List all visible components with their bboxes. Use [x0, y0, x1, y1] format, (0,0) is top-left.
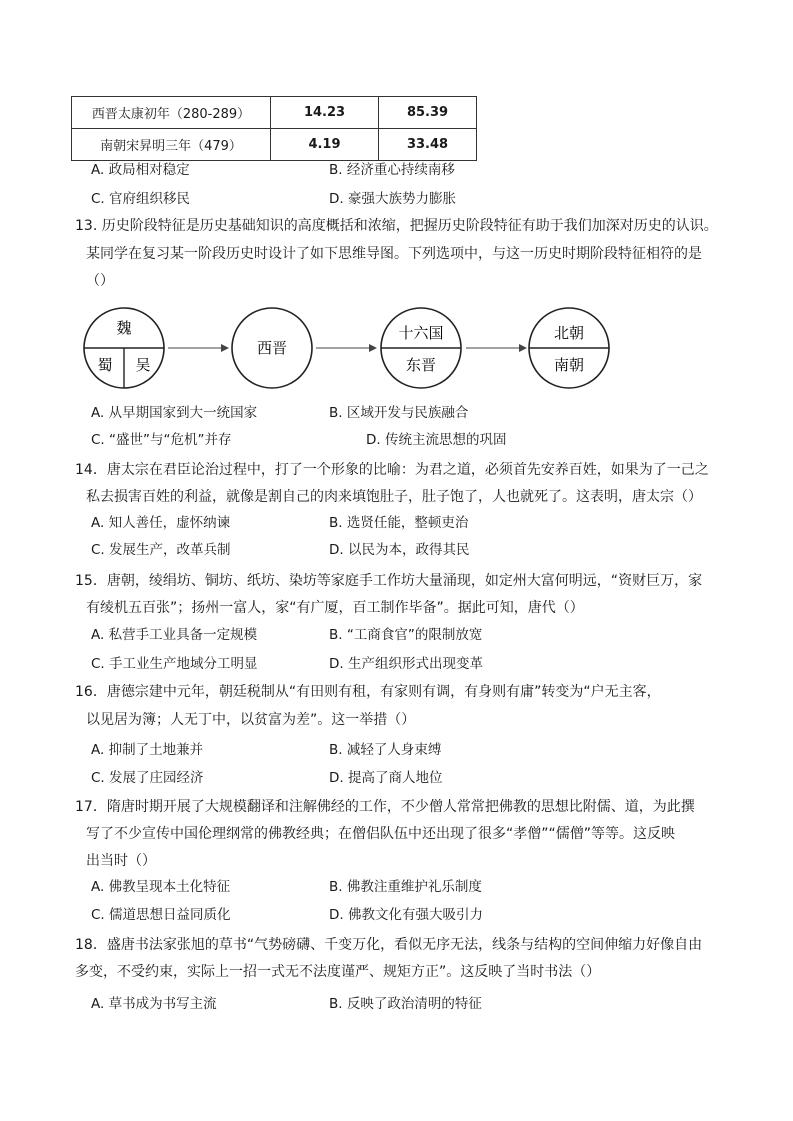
node-sixteen-kingdoms-dongjin [381, 308, 461, 388]
q15-option-c: C. 手工业生产地域分工明显 [91, 656, 258, 672]
q18-stem-line1: 18．盛唐书法家张旭的草书“气势磅礴、千变万化，看似无序无法，线条与结构的空间伸缩力好像自由 [75, 937, 703, 953]
q16-option-b: B. 减轻了人身束缚 [329, 742, 442, 758]
q14-option-c: C. 发展生产，改革兵制 [91, 542, 231, 558]
table-cell: 4.19 [271, 129, 379, 161]
q17-option-c: C. 儒道思想日益同质化 [91, 907, 231, 923]
q17-stem-line1: 17．隋唐时期开展了大规模翻译和注解佛经的工作，不少僧人常常把佛教的思想比附儒、道，为此撰 [75, 799, 695, 815]
q14-option-b: B. 选贤任能，整顿吏治 [329, 515, 469, 531]
q16-stem-line2: 以见居为簿；人无丁中，以贫富为差”。这一举措（） [86, 712, 416, 728]
q14-option-a: A. 知人善任，虚怀纳谏 [91, 515, 231, 531]
node-xijin [232, 308, 312, 388]
q12-option-a: A. 政局相对稳定 [91, 162, 190, 178]
q17-stem-line2: 写了不少宣传中国伦理纲常的佛教经典；在僧侣队伍中还出现了很多“孝僧”“儒僧”等等。这反映 [86, 826, 676, 842]
node-label: 东晋 [405, 356, 437, 374]
q15-option-b: B. “工商食官”的限制放宽 [329, 627, 483, 643]
q12-option-d: D. 豪强大族势力膨胀 [329, 191, 456, 207]
q18-stem-line2: 多变，不受约束，实际上一招一式无不法度谨严、规矩方正”。这反映了当时书法（） [75, 964, 601, 980]
q14-stem-line2: 私去损害百姓的利益，就像是割自己的肉来填饱肚子，肚子饱了，人也就死了。这表明，唐太宗（） [86, 489, 702, 505]
q16-option-c: C. 发展了庄园经济 [91, 770, 204, 786]
q15-option-a: A. 私营手工业具备一定规模 [91, 627, 258, 643]
table-cell: 85.39 [379, 97, 477, 129]
q15-option-d: D. 生产组织形式出现变革 [329, 656, 483, 672]
q13-stem-line1: 13. 历史阶段特征是历史基础知识的高度概括和浓缩，把握历史阶段特征有助于我们加深对历史的认识。 [75, 218, 718, 234]
q16-option-a: A. 抑制了土地兼并 [91, 742, 204, 758]
q13-option-b: B. 区域开发与民族融合 [329, 405, 469, 421]
q17-option-b: B. 佛教注重维护礼乐制度 [329, 879, 482, 895]
table-cell: 33.48 [379, 129, 477, 161]
node-wei-shu-wu [84, 308, 164, 388]
q13-stem-line3: （） [86, 273, 114, 289]
table-cell: 西晋太康初年（280-289） [72, 97, 271, 129]
q12-option-b: B. 经济重心持续南移 [329, 162, 455, 178]
node-label: 十六国 [398, 324, 444, 342]
q18-option-b: B. 反映了政治清明的特征 [329, 996, 482, 1012]
node-label: 吴 [135, 356, 151, 374]
q15-stem-line1: 15．唐朝，绫绢坊、铜坊、纸坊、染坊等家庭手工作坊大量涌现，如定州大富何明远，“资财巨万，家 [75, 573, 703, 589]
q13-option-d: D. 传统主流思想的巩固 [366, 432, 507, 448]
q16-option-d: D. 提高了商人地位 [329, 770, 443, 786]
q15-stem-line2: 有绫机五百张”；扬州一富人，家“有广厦，百工制作毕备”。据此可知，唐代（） [86, 600, 584, 616]
q16-stem-line1: 16．唐德宗建中元年，朝廷税制从“有田则有租，有家则有调，有身则有庸”转变为“户无主客， [75, 684, 661, 700]
q17-option-d: D. 佛教文化有强大吸引力 [329, 907, 483, 923]
node-label: 南朝 [553, 356, 585, 374]
node-label: 蜀 [97, 356, 113, 374]
node-label: 西晋 [256, 339, 288, 357]
node-beichao-nanchao [529, 308, 609, 388]
q13-stem-line2: 某同学在复习某一阶段历史时设计了如下思维导图。下列选项中，与这一历史时期阶段特征相符的是 [86, 246, 702, 262]
q17-stem-line3: 出当时（） [86, 853, 156, 869]
node-label: 魏 [116, 319, 132, 337]
node-label: 北朝 [553, 324, 585, 342]
q12-option-c: C. 官府组织移民 [91, 191, 191, 207]
q14-option-d: D. 以民为本，政得其民 [329, 542, 470, 558]
q14-stem-line1: 14．唐太宗在君臣论治过程中，打了一个形象的比喻：为君之道，必须首先安养百姓，如果为了一己之 [75, 462, 709, 478]
q17-option-a: A. 佛教呈现本土化特征 [91, 879, 231, 895]
q13-option-a: A. 从早期国家到大一统国家 [91, 405, 258, 421]
table-cell: 14.23 [271, 97, 379, 129]
table-cell: 南朝宋昇明三年（479） [72, 129, 271, 161]
q18-option-a: A. 草书成为书写主流 [91, 996, 217, 1012]
q13-option-c: C. “盛世”与“危机”并存 [91, 432, 232, 448]
